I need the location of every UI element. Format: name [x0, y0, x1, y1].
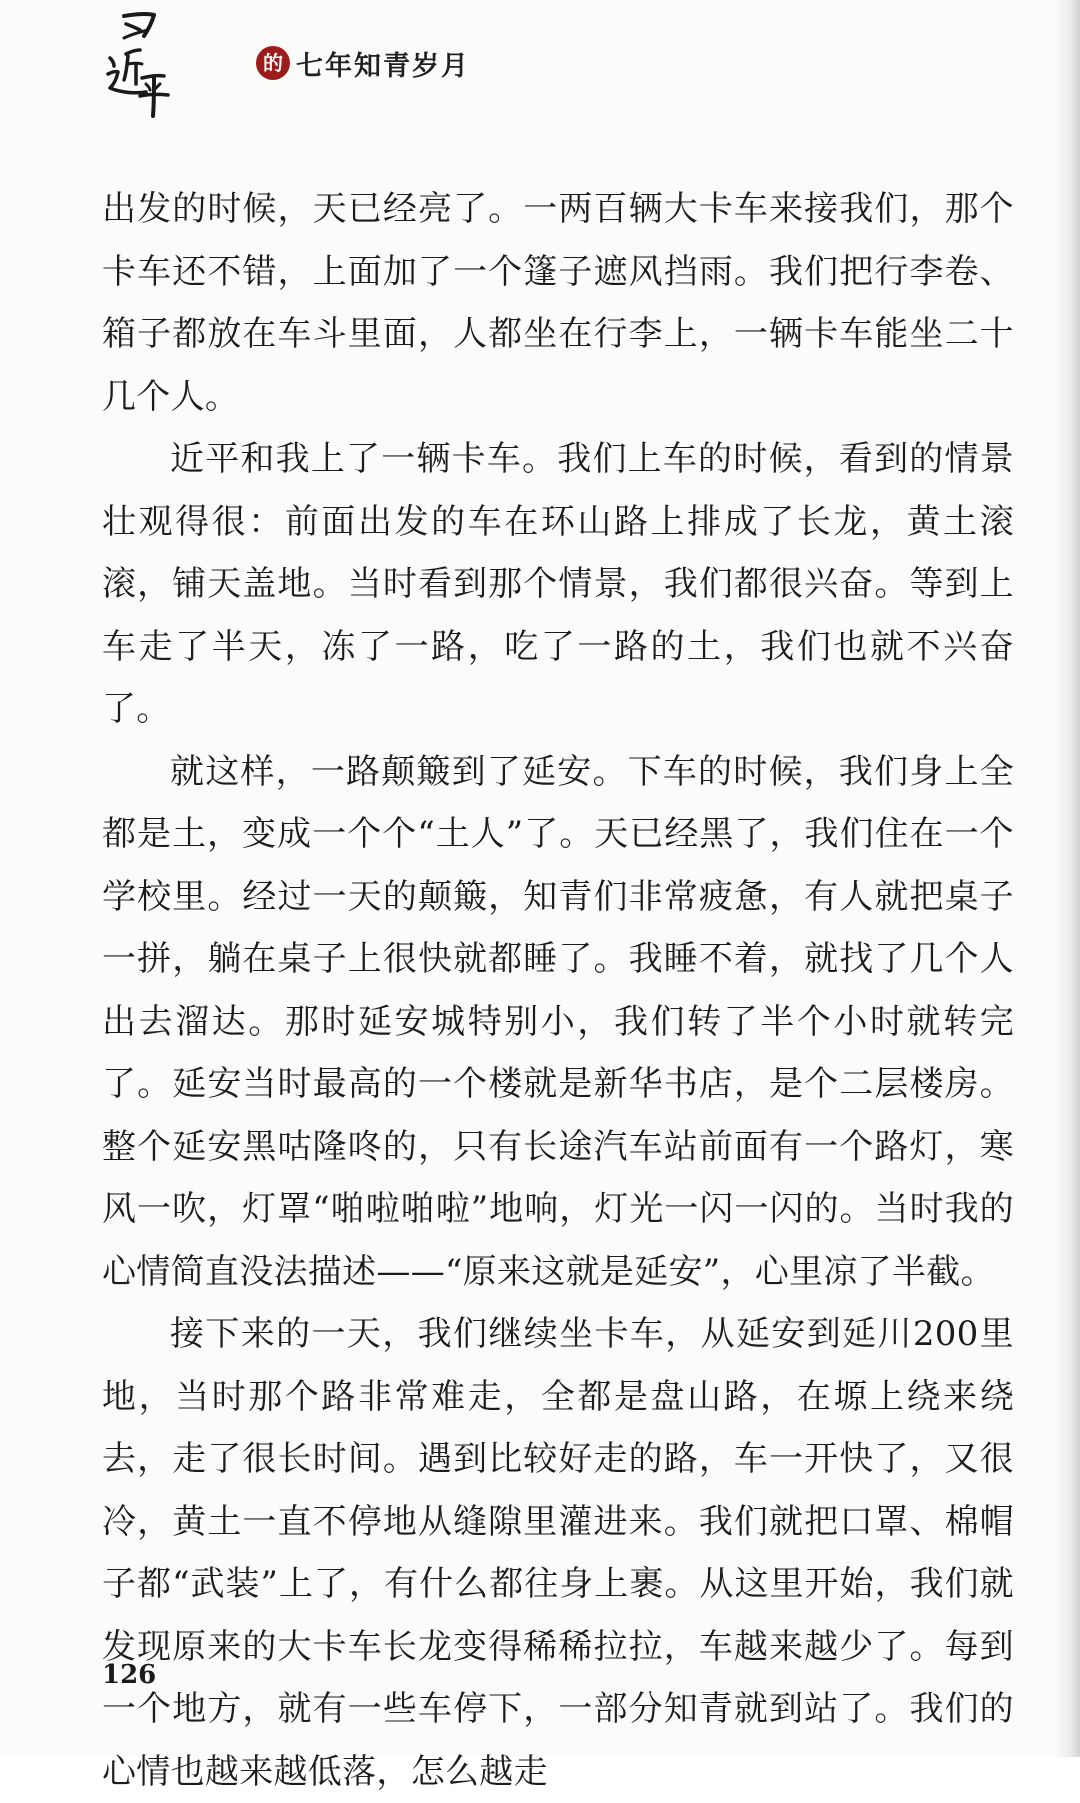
paragraph: 出发的时候，天已经亮了。一两百辆大卡车来接我们，那个卡车还不错，上面加了一个篷子遮风挡雨。我们把行李卷、箱子都放在车斗里面，人都坐在行李上，一辆卡车能坐二十几个人。: [102, 189, 1014, 417]
page-gutter-shadow: [1054, 0, 1080, 1757]
paragraph: 近平和我上了一辆卡车。我们上车的时候，看到的情景壮观得很：前面出发的车在环山路上排成了长龙，黄土滚滚，铺天盖地。当时看到那个情景，我们都很兴奋。等到上车走了半天，冻了一路，吃了一路的土，我们也就不兴奋了。: [102, 439, 1014, 729]
paragraph: 接下来的一天，我们继续坐卡车，从延安到延川200里地，当时那个路非常难走，全都是盘山路，在塬上绕来绕去，走了很长时间。遇到比较好走的路，车一开快了，又很冷，黄土一直不停地从缝隙里灌进来。我们就把口罩、棉帽子都“武装”上了，有什么都往身上裹。从这里开始，我们就发现原来的大卡车长龙变得稀稀拉拉，车越来越少了。每到一个地方，就有一些车停下，一部分知青就到站了。我们的心情也越来越低落，怎么越走: [102, 1314, 1014, 1792]
calligraphy-logo: [102, 8, 174, 120]
running-header: [92, 8, 512, 126]
book-title: 七年知青岁月: [296, 51, 470, 82]
seal-badge: 的: [256, 46, 290, 80]
page-number: 126: [102, 1660, 157, 1690]
paragraph: 就这样，一路颠簸到了延安。下车的时候，我们身上全都是土，变成一个个“土人”了。天已经黑了，我们住在一个学校里。经过一天的颠簸，知青们非常疲惫，有人就把桌子一拼，躺在桌子上很快就都睡了。我睡不着，就找了几个人出去溜达。那时延安城特别小，我们转了半个小时就转完了。延安当时最高的一个楼就是新华书店，是个二层楼房。整个延安黑咕隆咚的，只有长途汽车站前面有一个路灯，寒风一吹，灯罩“啪啦啪啦”地响，灯光一闪一闪的。当时我的心情简直没法描述——“原来这就是延安”，心里凉了半截。: [102, 751, 1014, 1292]
body-text: [102, 178, 1014, 1803]
